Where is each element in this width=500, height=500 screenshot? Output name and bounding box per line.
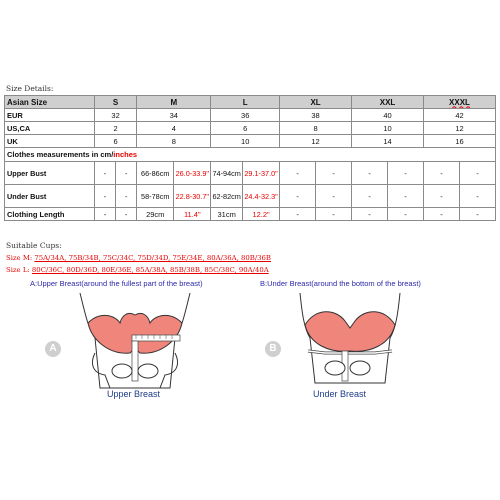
table-cell: 6 <box>94 135 136 148</box>
header-size-l: L <box>211 96 280 109</box>
table-cell: - <box>459 185 495 208</box>
row-label: UK <box>5 135 95 148</box>
suitable-cups-title: Suitable Cups: <box>6 241 62 250</box>
figure-a-badge: A <box>45 341 61 357</box>
table-cell: - <box>316 185 352 208</box>
table-cell: - <box>352 185 388 208</box>
header-size-xxxl <box>423 96 495 109</box>
row-label: Clothing Length <box>5 208 95 221</box>
table-cell: 31cm <box>211 208 243 221</box>
figure-b-caption: B:Under Breast(around the bottom of the breast) <box>260 279 421 288</box>
size-l-list: 80C/36C, 80D/36D, 80E/36E, 85A/38A, 85B/38B, 85C/38C, 90A/40A <box>31 266 269 274</box>
table-cell: - <box>116 185 137 208</box>
table-cell: 38 <box>280 109 352 122</box>
table-cell: - <box>280 208 316 221</box>
table-cell: - <box>423 162 459 185</box>
header-asian-size: Asian Size <box>5 96 95 109</box>
table-cell: - <box>459 208 495 221</box>
table-cell: 11.4" <box>174 208 211 221</box>
header-size-s: S <box>94 96 136 109</box>
table-cell: 34 <box>137 109 211 122</box>
size-details-label: Size Details: <box>6 84 54 93</box>
table-cell: - <box>94 208 115 221</box>
measurements-heading-text: Clothes measurements in cm/ <box>7 150 114 159</box>
table-row <box>5 162 496 185</box>
measurements-heading-inches: inches <box>113 150 138 159</box>
table-cell: 12 <box>280 135 352 148</box>
table-cell: 29cm <box>137 208 174 221</box>
xxxl-label: XXXL <box>449 97 470 107</box>
table-cell: 42 <box>423 109 495 122</box>
row-label: US,CA <box>5 122 95 135</box>
size-m-cups <box>6 254 271 262</box>
table-cell: 26.0-33.9" <box>174 162 211 185</box>
table-cell: 10 <box>352 122 424 135</box>
table-cell: 12.2" <box>243 208 280 221</box>
table-header-row <box>5 96 496 109</box>
table-row <box>5 109 496 122</box>
table-cell: 32 <box>94 109 136 122</box>
figure-b-badge: B <box>265 341 281 357</box>
table-cell: - <box>459 162 495 185</box>
table-cell: 16 <box>423 135 495 148</box>
under-breast-label: Under Breast <box>313 389 367 399</box>
row-label: Upper Bust <box>5 162 95 185</box>
row-label: Under Bust <box>5 185 95 208</box>
size-m-prefix: Size M: <box>6 254 35 262</box>
table-cell: - <box>388 208 424 221</box>
table-cell: - <box>280 162 316 185</box>
table-cell: - <box>280 185 316 208</box>
table-row <box>5 208 496 221</box>
upper-breast-label: Upper Breast <box>107 389 161 399</box>
under-breast-illustration <box>280 293 420 388</box>
table-cell: 62-82cm <box>211 185 243 208</box>
size-m-list: 75A/34A, 75B/34B, 75C/34C, 75D/34D, 75E/34E, 80A/36A, 80B/36B <box>34 254 271 262</box>
measurements-heading-row <box>5 148 496 162</box>
table-row <box>5 135 496 148</box>
table-cell: - <box>116 162 137 185</box>
table-cell: 66-86cm <box>137 162 174 185</box>
table-cell: 10 <box>211 135 280 148</box>
table-cell: - <box>116 208 137 221</box>
measurements-heading <box>5 148 496 162</box>
table-cell: 8 <box>137 135 211 148</box>
table-row <box>5 122 496 135</box>
table-cell: 29.1-37.0" <box>243 162 280 185</box>
table-cell: 36 <box>211 109 280 122</box>
table-cell: - <box>352 208 388 221</box>
table-cell: 74-94cm <box>211 162 243 185</box>
table-cell: - <box>423 208 459 221</box>
size-l-prefix: Size L: <box>6 266 32 274</box>
table-cell: 40 <box>352 109 424 122</box>
header-size-xxl: XXL <box>352 96 424 109</box>
table-cell: 58-78cm <box>137 185 174 208</box>
upper-breast-illustration <box>60 293 210 393</box>
table-cell: - <box>316 208 352 221</box>
table-cell: 14 <box>352 135 424 148</box>
header-size-m: M <box>137 96 211 109</box>
table-cell: - <box>423 185 459 208</box>
size-chart-table <box>4 95 496 221</box>
table-cell: 4 <box>137 122 211 135</box>
table-cell: - <box>352 162 388 185</box>
table-cell: 6 <box>211 122 280 135</box>
figure-a-caption: A:Upper Breast(around the fullest part of the breast) <box>30 279 203 288</box>
size-l-cups <box>6 266 269 274</box>
row-label: EUR <box>5 109 95 122</box>
table-cell: 12 <box>423 122 495 135</box>
table-cell: - <box>94 185 115 208</box>
header-size-xl: XL <box>280 96 352 109</box>
table-cell: - <box>388 185 424 208</box>
table-cell: 8 <box>280 122 352 135</box>
table-cell: 24.4-32.3" <box>243 185 280 208</box>
table-cell: 22.8-30.7" <box>174 185 211 208</box>
table-cell: - <box>94 162 115 185</box>
table-cell: - <box>388 162 424 185</box>
table-cell: - <box>316 162 352 185</box>
table-cell: 2 <box>94 122 136 135</box>
table-row <box>5 185 496 208</box>
